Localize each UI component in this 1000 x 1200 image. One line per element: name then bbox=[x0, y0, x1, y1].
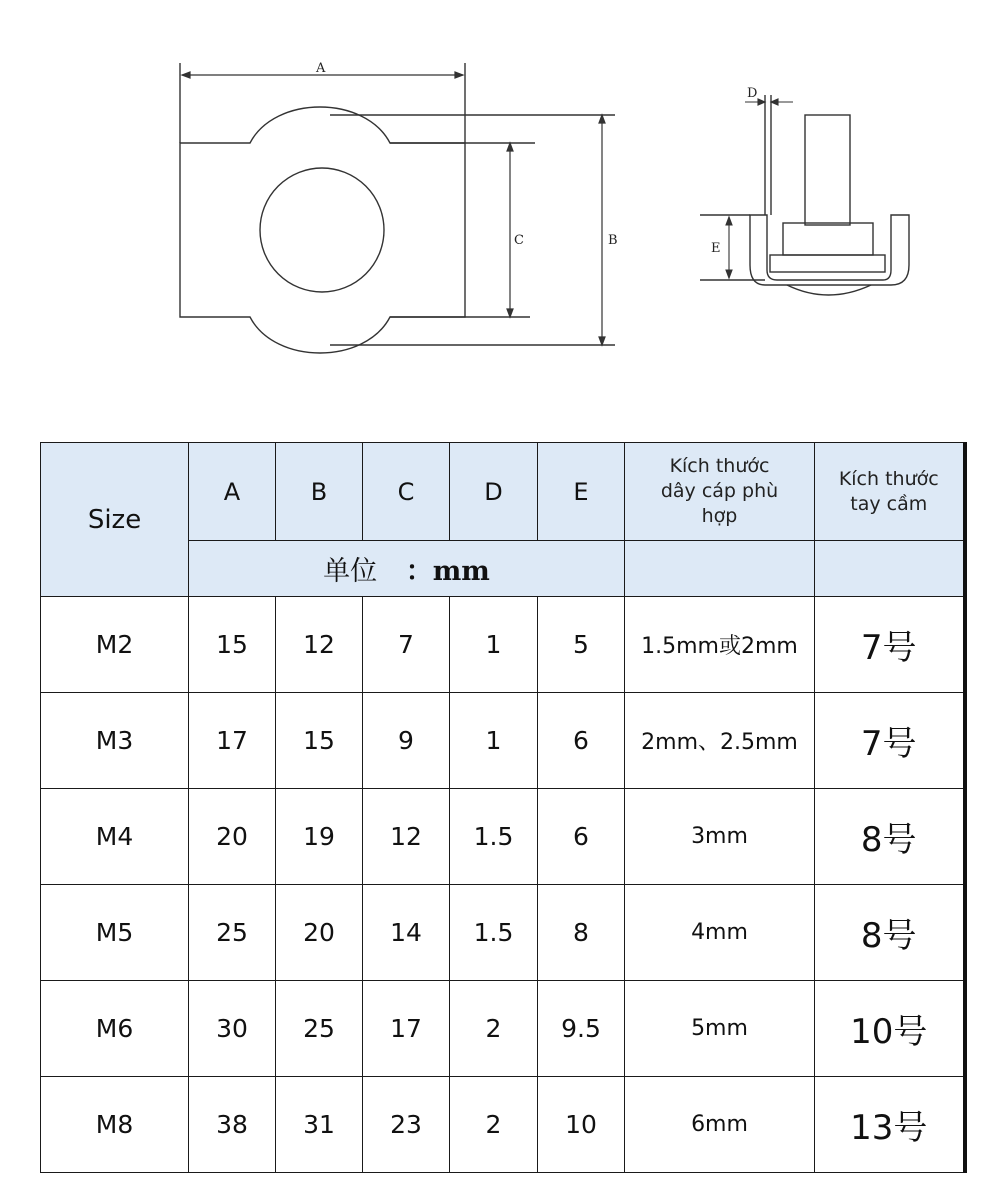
clip-outline bbox=[180, 107, 465, 353]
cell-b: 19 bbox=[276, 789, 363, 885]
cell-size: M6 bbox=[41, 981, 189, 1077]
dim-label-d: D bbox=[747, 86, 758, 101]
cell-handle: 8号 bbox=[815, 885, 965, 981]
dim-label-b: B bbox=[608, 233, 618, 248]
cell-e: 8 bbox=[538, 885, 625, 981]
front-view-diagram bbox=[170, 55, 640, 365]
unit-cell bbox=[189, 541, 625, 597]
cell-handle: 7号 bbox=[815, 693, 965, 789]
spec-table bbox=[40, 442, 967, 1173]
cell-d: 1.5 bbox=[450, 885, 538, 981]
table-row bbox=[41, 789, 965, 885]
header-b: B bbox=[276, 443, 363, 541]
cell-e: 6 bbox=[538, 693, 625, 789]
cell-wire: 4mm bbox=[625, 885, 815, 981]
cell-b: 20 bbox=[276, 885, 363, 981]
cell-c: 23 bbox=[363, 1077, 450, 1173]
cell-size: M8 bbox=[41, 1077, 189, 1173]
header-a: A bbox=[189, 443, 276, 541]
cell-c: 7 bbox=[363, 597, 450, 693]
header-c: C bbox=[363, 443, 450, 541]
cell-handle: 13号 bbox=[815, 1077, 965, 1173]
cell-d: 1 bbox=[450, 597, 538, 693]
side-view-diagram bbox=[695, 80, 930, 305]
header-wire-size: Kích thước dây cáp phù hợp bbox=[625, 443, 815, 541]
cell-c: 17 bbox=[363, 981, 450, 1077]
cell-c: 12 bbox=[363, 789, 450, 885]
clip-hole bbox=[260, 168, 384, 292]
header-d: D bbox=[450, 443, 538, 541]
cell-b: 15 bbox=[276, 693, 363, 789]
cell-wire: 5mm bbox=[625, 981, 815, 1077]
cell-d: 1.5 bbox=[450, 789, 538, 885]
cell-a: 15 bbox=[189, 597, 276, 693]
cell-wire: 2mm、2.5mm bbox=[625, 693, 815, 789]
cell-handle: 10号 bbox=[815, 981, 965, 1077]
dim-label-c: C bbox=[514, 233, 524, 248]
table-row bbox=[41, 981, 965, 1077]
cell-a: 38 bbox=[189, 1077, 276, 1173]
header-e: E bbox=[538, 443, 625, 541]
cell-e: 5 bbox=[538, 597, 625, 693]
header-handle-size: Kích thước tay cầm bbox=[815, 443, 965, 541]
unit-empty-wire bbox=[625, 541, 815, 597]
table-header-row bbox=[41, 443, 965, 541]
cell-handle: 7号 bbox=[815, 597, 965, 693]
cell-a: 25 bbox=[189, 885, 276, 981]
table-row bbox=[41, 693, 965, 789]
cell-d: 2 bbox=[450, 1077, 538, 1173]
table-row bbox=[41, 597, 965, 693]
cell-handle: 8号 bbox=[815, 789, 965, 885]
table-row bbox=[41, 885, 965, 981]
cell-e: 10 bbox=[538, 1077, 625, 1173]
header-size: Size bbox=[41, 443, 189, 597]
dim-label-a: A bbox=[316, 61, 326, 76]
unit-empty-handle bbox=[815, 541, 965, 597]
cell-b: 31 bbox=[276, 1077, 363, 1173]
cell-wire: 1.5mm或2mm bbox=[625, 597, 815, 693]
cell-a: 30 bbox=[189, 981, 276, 1077]
cell-e: 6 bbox=[538, 789, 625, 885]
cell-c: 14 bbox=[363, 885, 450, 981]
cell-wire: 6mm bbox=[625, 1077, 815, 1173]
cell-size: M5 bbox=[41, 885, 189, 981]
unit-value: ：mm bbox=[405, 556, 490, 587]
cell-d: 1 bbox=[450, 693, 538, 789]
cell-size: M3 bbox=[41, 693, 189, 789]
cell-e: 9.5 bbox=[538, 981, 625, 1077]
dim-label-e: E bbox=[711, 241, 721, 256]
cell-size: M4 bbox=[41, 789, 189, 885]
cell-c: 9 bbox=[363, 693, 450, 789]
table-row bbox=[41, 1077, 965, 1173]
cell-a: 20 bbox=[189, 789, 276, 885]
cell-a: 17 bbox=[189, 693, 276, 789]
cell-size: M2 bbox=[41, 597, 189, 693]
cell-b: 12 bbox=[276, 597, 363, 693]
unit-label: 单位 bbox=[323, 556, 378, 587]
cell-wire: 3mm bbox=[625, 789, 815, 885]
cell-d: 2 bbox=[450, 981, 538, 1077]
cell-b: 25 bbox=[276, 981, 363, 1077]
